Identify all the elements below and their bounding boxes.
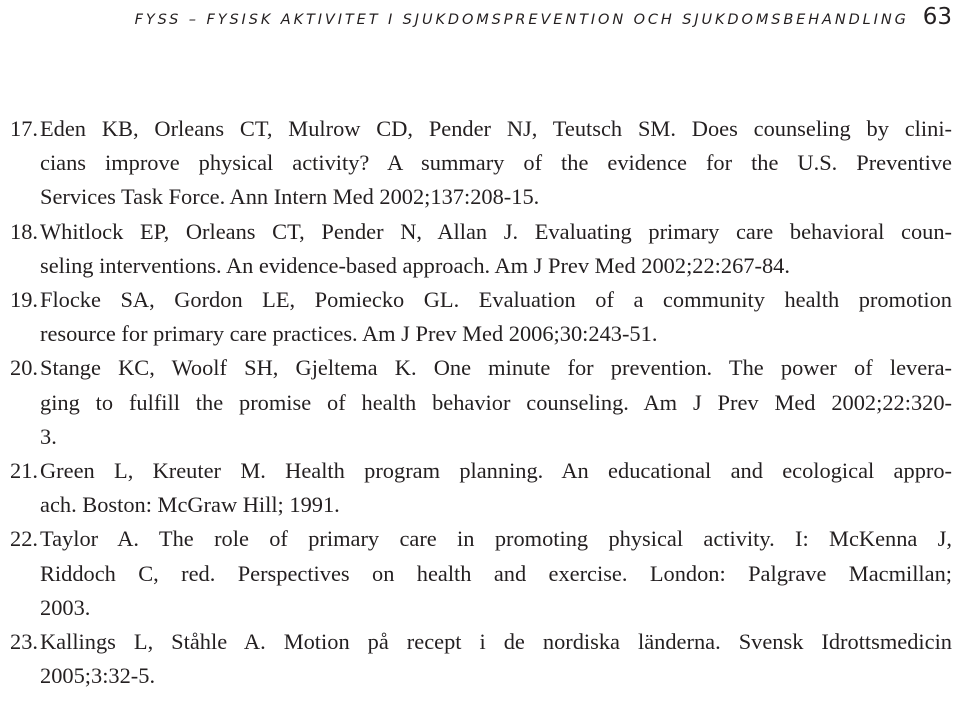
reference-line: Kallings L, Ståhle A. Motion på recept i de nordiska länderna. Svensk Idrottsmedicin xyxy=(40,629,952,655)
reference-item-19 xyxy=(0,283,960,351)
page-number: 63 xyxy=(922,4,952,30)
reference-text xyxy=(40,625,952,693)
reference-line: ach. Boston: McGraw Hill; 1991. xyxy=(40,492,340,518)
reference-item-17 xyxy=(0,112,960,215)
running-header xyxy=(135,4,952,30)
reference-number: 21. xyxy=(10,458,38,484)
reference-text xyxy=(40,522,952,625)
reference-line: 2003. xyxy=(40,594,91,620)
reference-line: 2005;3:32-5. xyxy=(40,663,156,689)
reference-line: Stange KC, Woolf SH, Gjeltema K. One minute for prevention. The power of levera- xyxy=(40,355,952,381)
reference-item-23 xyxy=(0,625,960,693)
reference-number: 18. xyxy=(10,218,38,244)
reference-line: ging to fulfill the promise of health behavior counseling. Am J Prev Med 2002;22:320- xyxy=(40,389,952,415)
reference-line: resource for primary care practices. Am J Prev Med 2006;30:243-51. xyxy=(40,321,658,347)
reference-text xyxy=(40,112,952,215)
reference-text xyxy=(40,454,952,522)
reference-line: 3. xyxy=(40,423,57,449)
reference-line: Eden KB, Orleans CT, Mulrow CD, Pender NJ, Teutsch SM. Does counseling by clini- xyxy=(40,116,952,141)
reference-number: 17. xyxy=(10,116,38,141)
reference-line: seling interventions. An evidence-based approach. Am J Prev Med 2002;22:267-84. xyxy=(40,252,790,278)
reference-item-18 xyxy=(0,215,960,283)
reference-item-22 xyxy=(0,522,960,625)
reference-line: Green L, Kreuter M. Health program planning. An educational and ecological appro- xyxy=(40,458,952,484)
reference-line: cians improve physical activity? A summary of the evidence for the U.S. Preventive xyxy=(40,150,952,176)
reference-line: Flocke SA, Gordon LE, Pomiecko GL. Evaluation of a community health promotion xyxy=(40,287,952,313)
reference-number: 23. xyxy=(10,629,38,655)
reference-line: Taylor A. The role of primary care in promoting physical activity. I: McKenna J, xyxy=(40,526,952,552)
reference-number: 22. xyxy=(10,526,38,552)
reference-text xyxy=(40,215,952,283)
reference-text xyxy=(40,351,952,454)
reference-line: Riddoch C, red. Perspectives on health and exercise. London: Palgrave Macmillan; xyxy=(40,560,952,586)
reference-list xyxy=(0,112,960,693)
reference-text xyxy=(40,283,952,351)
running-title: FYSS – FYSISK AKTIVITET I SJUKDOMSPREVENTION OCH SJUKDOMSBEHANDLING xyxy=(134,12,909,28)
reference-item-20 xyxy=(0,351,960,454)
reference-number: 20. xyxy=(10,355,38,381)
reference-item-21 xyxy=(0,454,960,522)
reference-line: Whitlock EP, Orleans CT, Pender N, Allan J. Evaluating primary care behavioral coun- xyxy=(40,218,952,244)
reference-number: 19. xyxy=(10,287,38,313)
reference-line: Services Task Force. Ann Intern Med 2002;137:208-15. xyxy=(40,184,540,210)
